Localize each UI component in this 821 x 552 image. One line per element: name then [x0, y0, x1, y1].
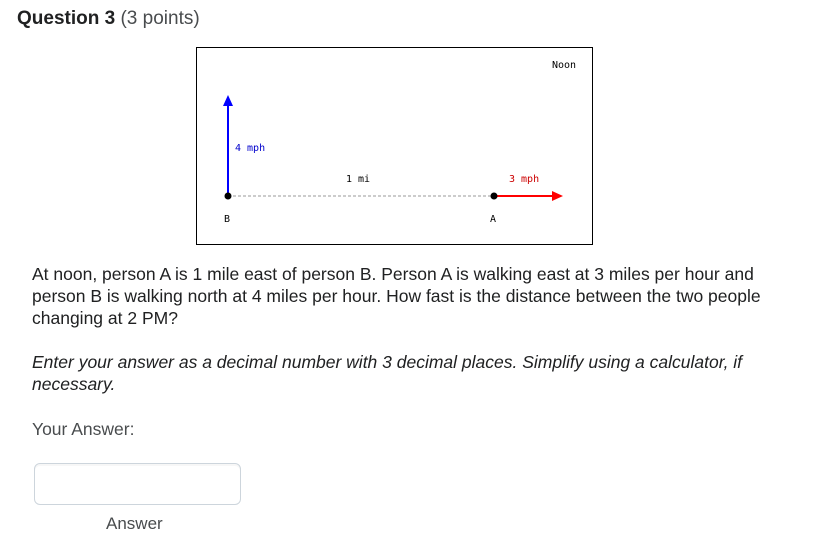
point-b-dot — [225, 193, 232, 200]
answer-caption: Answer — [106, 514, 163, 533]
b-north-arrowhead — [223, 95, 233, 106]
question-points: (3 points) — [120, 8, 200, 29]
problem-text: At noon, person A is 1 mile east of person B. Person A is walking east at 3 miles per hour and person B is walking north at 4 miles per hour. How fast is the distance between the two people changing at 2 PM? — [32, 264, 761, 328]
question-title: Question 3 — [17, 8, 116, 29]
your-answer-label: Your Answer: — [32, 419, 135, 439]
noon-label: Noon — [552, 60, 577, 71]
a-speed-label: 3 mph — [509, 174, 540, 185]
point-b-label: B — [224, 214, 231, 225]
diagram-svg — [197, 48, 594, 246]
motion-diagram — [196, 47, 593, 245]
point-a-label: A — [490, 214, 497, 225]
answer-instructions: Enter your answer as a decimal number with 3 decimal places. Simplify using a calculator, if necessary. — [32, 352, 743, 394]
a-east-arrowhead — [552, 191, 563, 201]
point-a-dot — [491, 193, 498, 200]
answer-input[interactable] — [34, 463, 241, 505]
question-header — [17, 8, 200, 30]
distance-label: 1 mi — [346, 174, 371, 185]
b-speed-label: 4 mph — [235, 143, 266, 154]
